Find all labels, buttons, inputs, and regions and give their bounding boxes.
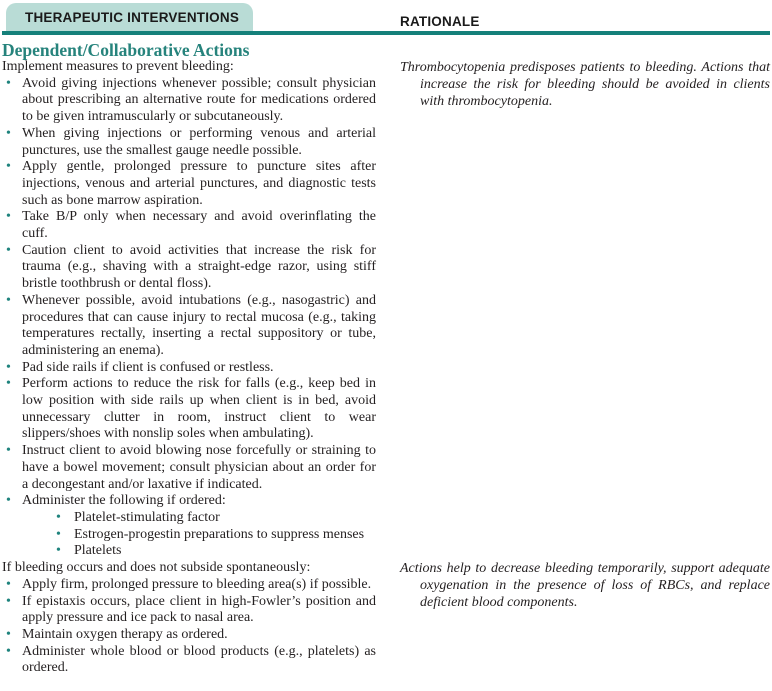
intervention-item: • Maintain oxygen therapy as ordered. — [2, 627, 376, 644]
intervention-item: • If epistaxis occurs, place client in high-Fowler’s position and apply pressure and ice pack to nasal area. — [2, 594, 376, 627]
intervention-item: • Administer whole blood or blood products (e.g., platelets) as ordered. — [2, 644, 376, 677]
intervention-item: • Take B/P only when necessary and avoid overinflating the cuff. — [2, 209, 376, 242]
rationale-paragraph-1: Thrombocytopenia predisposes patients to bleeding. Actions that increase the risk for bleeding should be avoided in clients with thrombocytopenia. — [400, 60, 770, 109]
administer-sub-list — [53, 510, 376, 560]
intervention-item: • When giving injections or performing venous and arterial punctures, use the smallest gauge needle possible. — [2, 126, 376, 159]
intervention-item: • Whenever possible, avoid intubations (e.g., nasogastric) and procedures that can cause injury to rectal mucosa (e.g., taking temperatures rectally, inserting a rectal suppository or tube, administering an enema). — [2, 293, 376, 360]
administer-label: Administer the following if ordered: — [22, 493, 226, 509]
rationale-header-label: RATIONALE — [400, 14, 480, 29]
section-heading: Dependent/Collaborative Actions — [2, 40, 250, 60]
intervention-item: • Avoid giving injections whenever possible; consult physician about prescribing an alternative route for medications ordered to be given intramuscularly or subcutaneously. — [2, 76, 376, 126]
intervention-item: • Perform actions to reduce the risk for falls (e.g., keep bed in low position with side rails up when client is in bed, avoid unnecessary clutter in room, instruct client to wear slippers/shoes with nonslip soles when ambulating). — [2, 376, 376, 443]
intervention-item: • Apply gentle, prolonged pressure to puncture sites after injections, venous and arterial punctures, and diagnostic tests such as bone marrow aspiration. — [2, 159, 376, 209]
rationale-part1 — [400, 59, 770, 560]
interventions-intro-1: Implement measures to prevent bleeding: — [2, 59, 234, 74]
intervention-item: • Pad side rails if client is confused or restless. — [2, 360, 376, 377]
care-plan-body — [2, 59, 770, 677]
rationale-part2 — [400, 560, 770, 677]
interventions-header-cell — [2, 3, 376, 31]
table-header — [2, 3, 770, 35]
sub-intervention-item: • Platelet-stimulating factor — [53, 510, 376, 527]
rationale-paragraph-2: Actions help to decrease bleeding temporarily, support adequate oxygenation in the presence of loss of RBCs, and replace deficient blood components. — [400, 561, 770, 611]
interventions-bullet-list-2 — [2, 577, 376, 677]
intervention-item: • Apply firm, prolonged pressure to bleeding area(s) if possible. — [2, 577, 376, 594]
sub-intervention-item: • Platelets — [53, 543, 376, 560]
interventions-header-tab: THERAPEUTIC INTERVENTIONS — [6, 3, 253, 31]
rationale-header-cell — [400, 14, 770, 31]
intervention-item-administer — [2, 493, 376, 560]
intervention-item: • Instruct client to avoid blowing nose forcefully or straining to have a bowel movement; consult physician about an order for a decongestant and/or laxative if indicated. — [2, 443, 376, 493]
interventions-part1 — [2, 59, 376, 560]
intervention-item: • Caution client to avoid activities that increase the risk for trauma (e.g., shaving with a straight-edge razor, using stiff bristle toothbrush or dental floss). — [2, 243, 376, 293]
interventions-intro-2: If bleeding occurs and does not subside spontaneously: — [2, 560, 311, 576]
interventions-part2 — [2, 560, 376, 677]
sub-intervention-item: • Estrogen-progestin preparations to suppress menses — [53, 527, 376, 544]
interventions-bullet-list-1 — [2, 76, 376, 560]
